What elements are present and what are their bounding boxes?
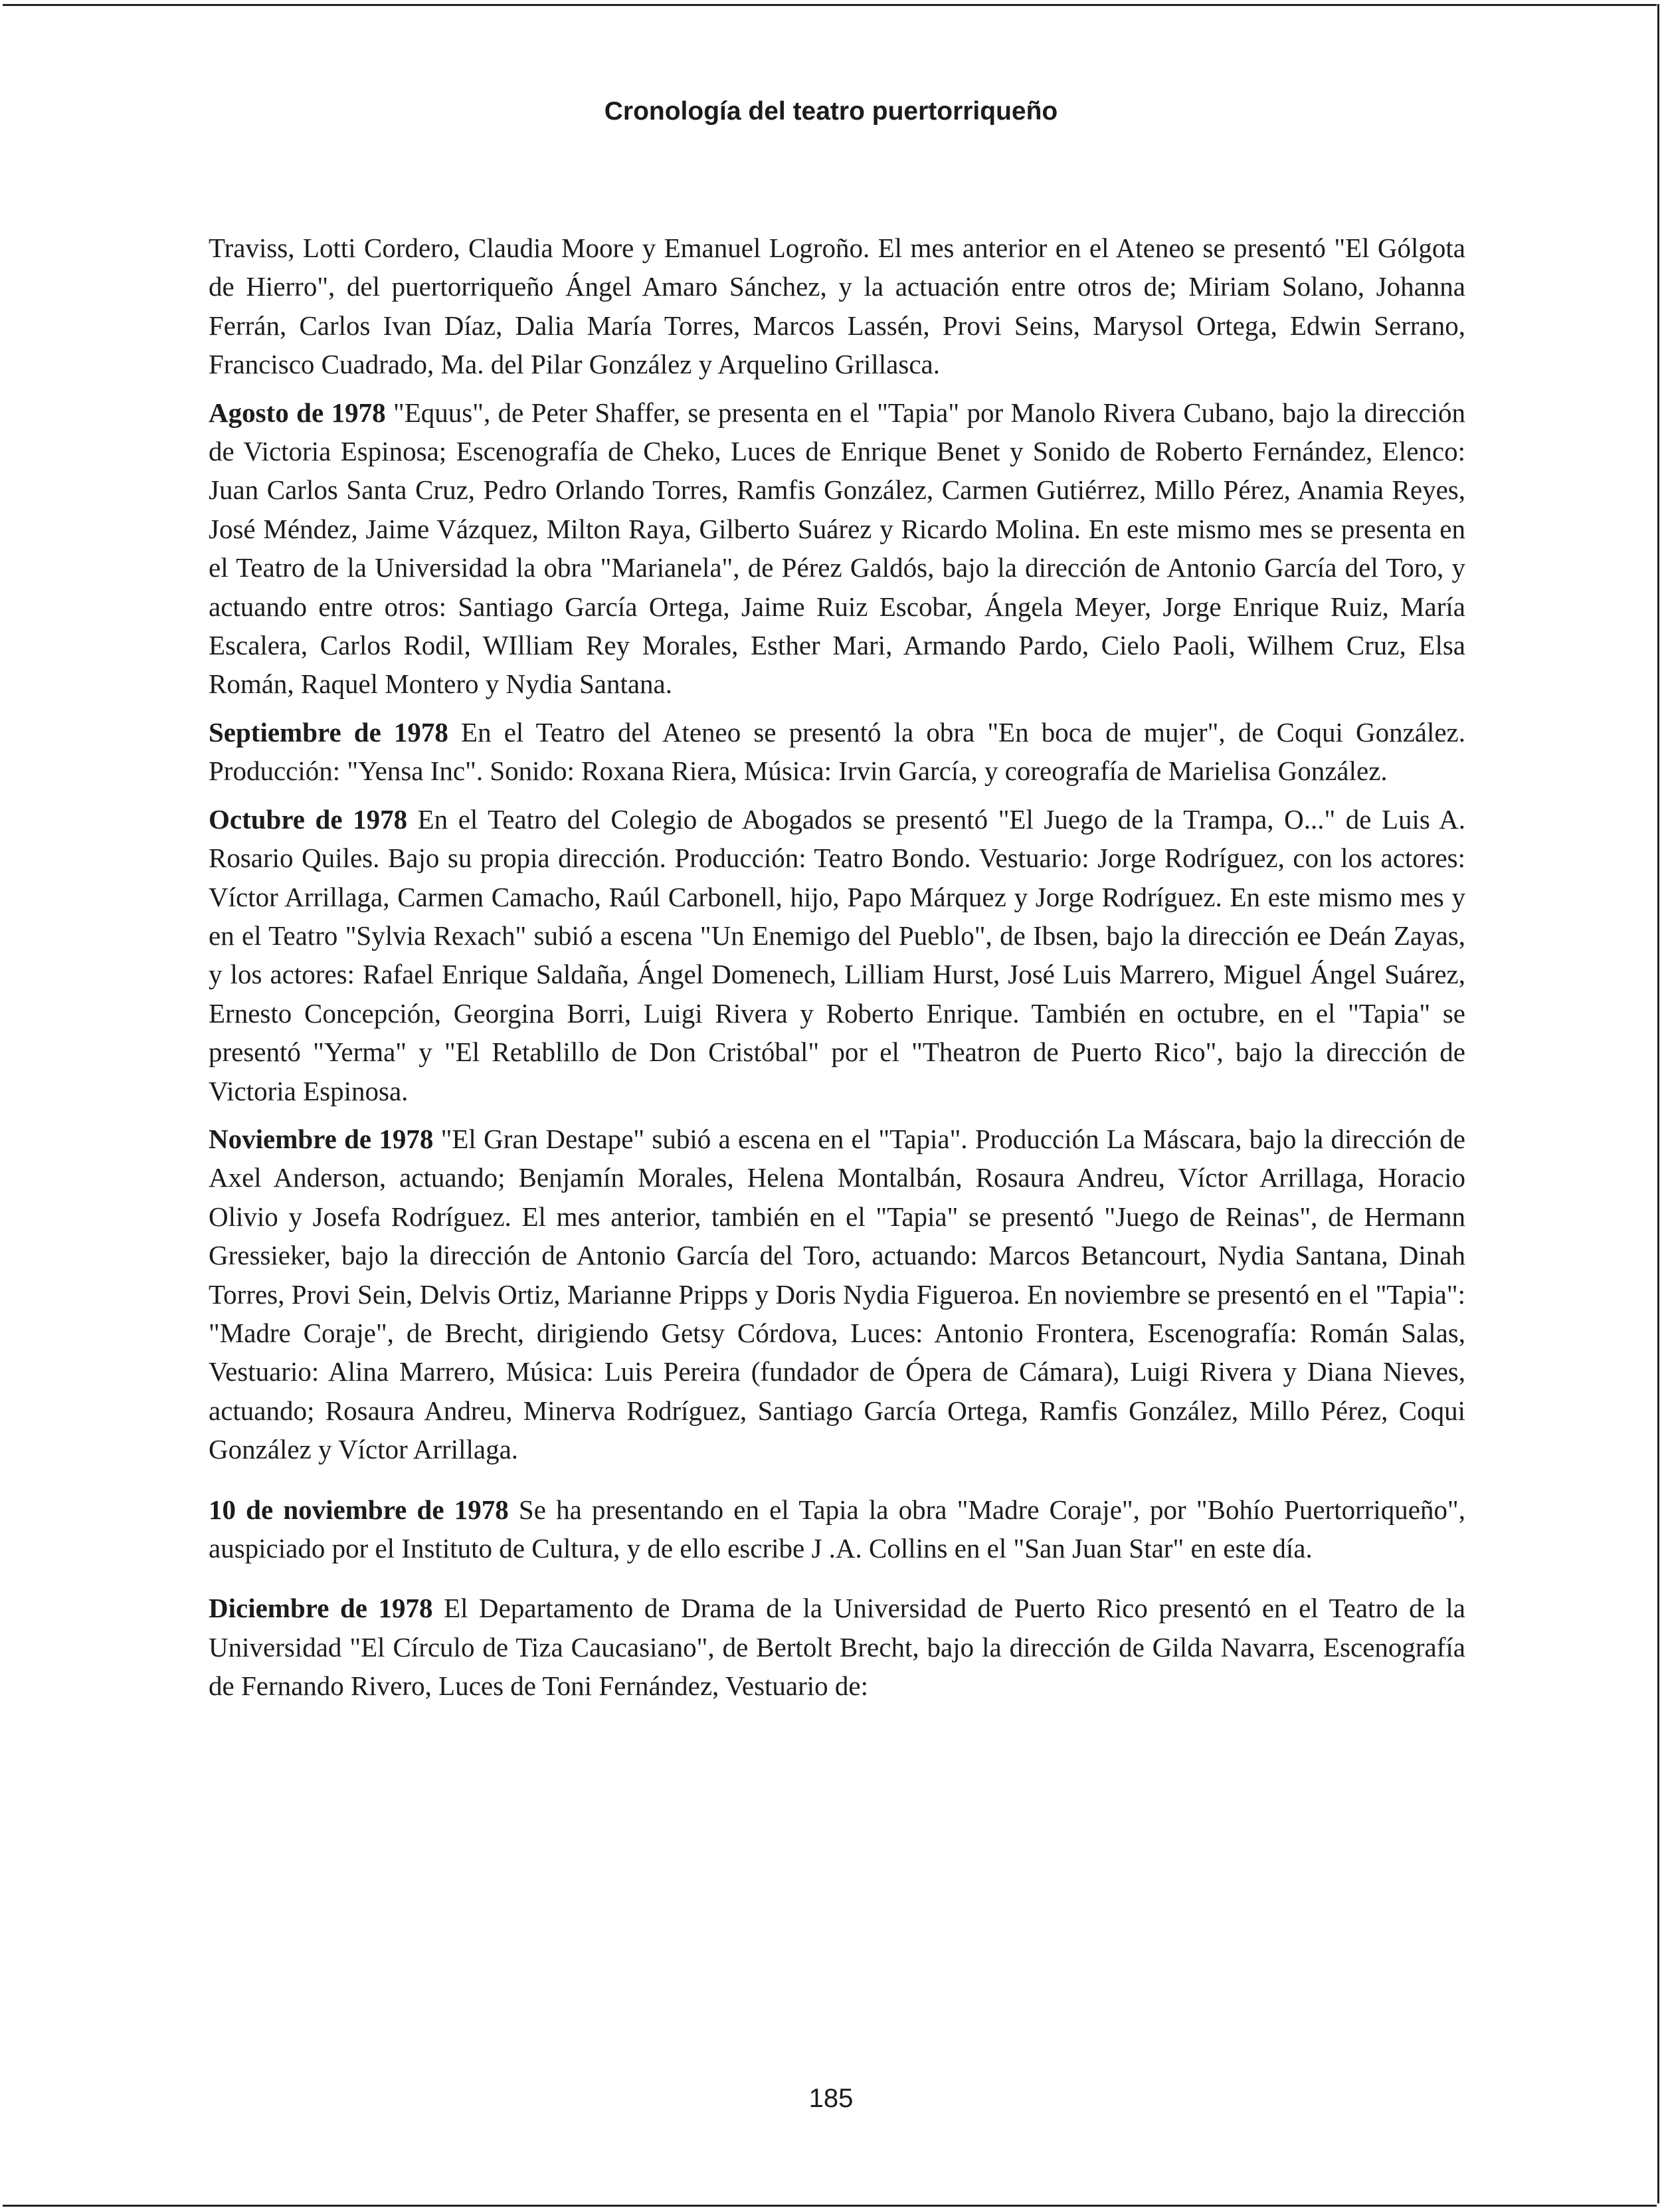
page-number: 185 bbox=[808, 2084, 854, 2113]
entry-text: "El Gran Destape" subió a escena en el "Tapia". Producción La Máscara, bajo la dirección de Axel Anderson, actuando; Benjamín Morales, Helena Montalbán, Rosaura Andreu, Víctor Arrillaga, Horacio Olivio y Josefa Rodríguez. El mes anterior, también en el "Tapia" se presentó "Juego de Reinas", de Hermann Gressieker, bajo la dirección de Antonio García del Toro, actuando: Marcos Betancourt, Nydia Santana, Dinah Torres, Provi Sein, Delvis Ortiz, Marianne Pripps y Doris Nydia Figueroa. En noviembre se presentó en el "Tapia": "Madre Coraje", de Brecht, dirigiendo Getsy Córdova, Luces: Antonio Frontera, Escenografía: Román Salas, Vestuario: Alina Marrero, Música: Luis Pereira (fundador de Ópera de Cámara), Luigi Rivera y Diana Nieves, actuando; Rosaura Andreu, Minerva Rodríguez, Santiago García Ortega, Ramfis González, Millo Pérez, Coqui González y Víctor Arrillaga. bbox=[209, 1123, 1465, 1465]
page-border-top bbox=[3, 4, 1657, 6]
chronology-entry bbox=[209, 393, 1465, 704]
chronology-entry bbox=[209, 229, 1465, 384]
chronology-entry bbox=[209, 1589, 1465, 1705]
entry-date: 10 de noviembre de 1978 bbox=[209, 1494, 509, 1525]
entry-date: Septiembre de 1978 bbox=[209, 716, 448, 748]
entry-text: En el Teatro del Ateneo se presentó la obra "En boca de mujer", de Coqui González. Producción: "Yensa Inc". Sonido: Roxana Riera, Música: Irvin García, y coreografía de Marielisa González. bbox=[209, 716, 1466, 787]
entry-text: "Equus", de Peter Shaffer, se presenta en el "Tapia" por Manolo Rivera Cubano, bajo la dirección de Victoria Espinosa; Escenografía de Cheko, Luces de Enrique Benet y Sonido de Roberto Fernández, Elenco: Juan Carlos Santa Cruz, Pedro Orlando Torres, Ramfis González, Carmen Gutiérrez, Millo Pérez, Anamia Reyes, José Méndez, Jaime Vázquez, Milton Raya, Gilberto Suárez y Ricardo Molina. En este mismo mes se presenta en el Teatro de la Universidad la obra "Marianela", de Pérez Galdós, bajo la dirección de Antonio García del Toro, y actuando entre otros: Santiago García Ortega, Jaime Ruiz Escobar, Ángela Meyer, Jorge Enrique Ruiz, María Escalera, Carlos Rodil, WIlliam Rey Morales, Esther Mari, Armando Pardo, Cielo Paoli, Wilhem Cruz, Elsa Román, Raquel Montero y Nydia Santana. bbox=[209, 397, 1466, 700]
chronology-entry bbox=[209, 1490, 1465, 1568]
entry-text: Se ha presentando en el Tapia la obra "Madre Coraje", por "Bohío Puertorriqueño", auspiciado por el Instituto de Cultura, y de ello escribe J .A. Collins en el "San Juan Star" en este día. bbox=[209, 1494, 1465, 1563]
entry-date: Noviembre de 1978 bbox=[209, 1123, 434, 1154]
entry-text: Traviss, Lotti Cordero, Claudia Moore y Emanuel Logroño. El mes anterior en el Ateneo se presentó "El Gólgota de Hierro", del puertorriqueño Ángel Amaro Sánchez, y la actuación entre otros de; Miriam Solano, Johanna Ferrán, Carlos Ivan Díaz, Dalia María Torres, Marcos Lassén, Provi Seins, Marysol Ortega, Edwin Serrano, Francisco Cuadrado, Ma. del Pilar González y Arquelino Grillasca. bbox=[209, 233, 1465, 380]
chronology-body bbox=[209, 229, 1465, 1715]
chronology-entry bbox=[209, 800, 1465, 1110]
entry-text: El Departamento de Drama de la Universidad de Puerto Rico presentó en el Teatro de la Universidad "El Círculo de Tiza Caucasiano", de Bertolt Brecht, bajo la dirección de Gilda Navarra, Escenografía de Fernando Rivero, Luces de Toni Fernández, Vestuario de: bbox=[209, 1593, 1465, 1702]
running-header: Cronología del teatro puertorriqueño bbox=[604, 97, 1058, 126]
chronology-entry bbox=[209, 713, 1465, 791]
page-border-right bbox=[1657, 4, 1659, 2203]
entry-date: Agosto de 1978 bbox=[209, 397, 386, 428]
entry-date: Diciembre de 1978 bbox=[209, 1593, 433, 1624]
page-border-bottom bbox=[3, 2205, 1657, 2207]
entry-date: Octubre de 1978 bbox=[209, 803, 408, 835]
chronology-entry bbox=[209, 1120, 1465, 1469]
entry-text: En el Teatro del Colegio de Abogados se presentó "El Juego de la Trampa, O..." de Luis A. Rosario Quiles. Bajo su propia dirección. Producción: Teatro Bondo. Vestuario: Jorge Rodríguez, con los actores: Víctor Arrillaga, Carmen Camacho, Raúl Carbonell, hijo, Papo Márquez y Jorge Rodríguez. En este mismo mes y en el Teatro "Sylvia Rexach" subió a escena "Un Enemigo del Pueblo", de Ibsen, bajo la dirección ee Deán Zayas, y los actores: Rafael Enrique Saldaña, Ángel Domenech, Lilliam Hurst, José Luis Marrero, Miguel Ángel Suárez, Ernesto Concepción, Georgina Borri, Luigi Rivera y Roberto Enrique. También en octubre, en el "Tapia" se presentó "Yerma" y "El Retablillo de Don Cristóbal" por el "Theatron de Puerto Rico", bajo la dirección de Victoria Espinosa. bbox=[209, 803, 1465, 1106]
